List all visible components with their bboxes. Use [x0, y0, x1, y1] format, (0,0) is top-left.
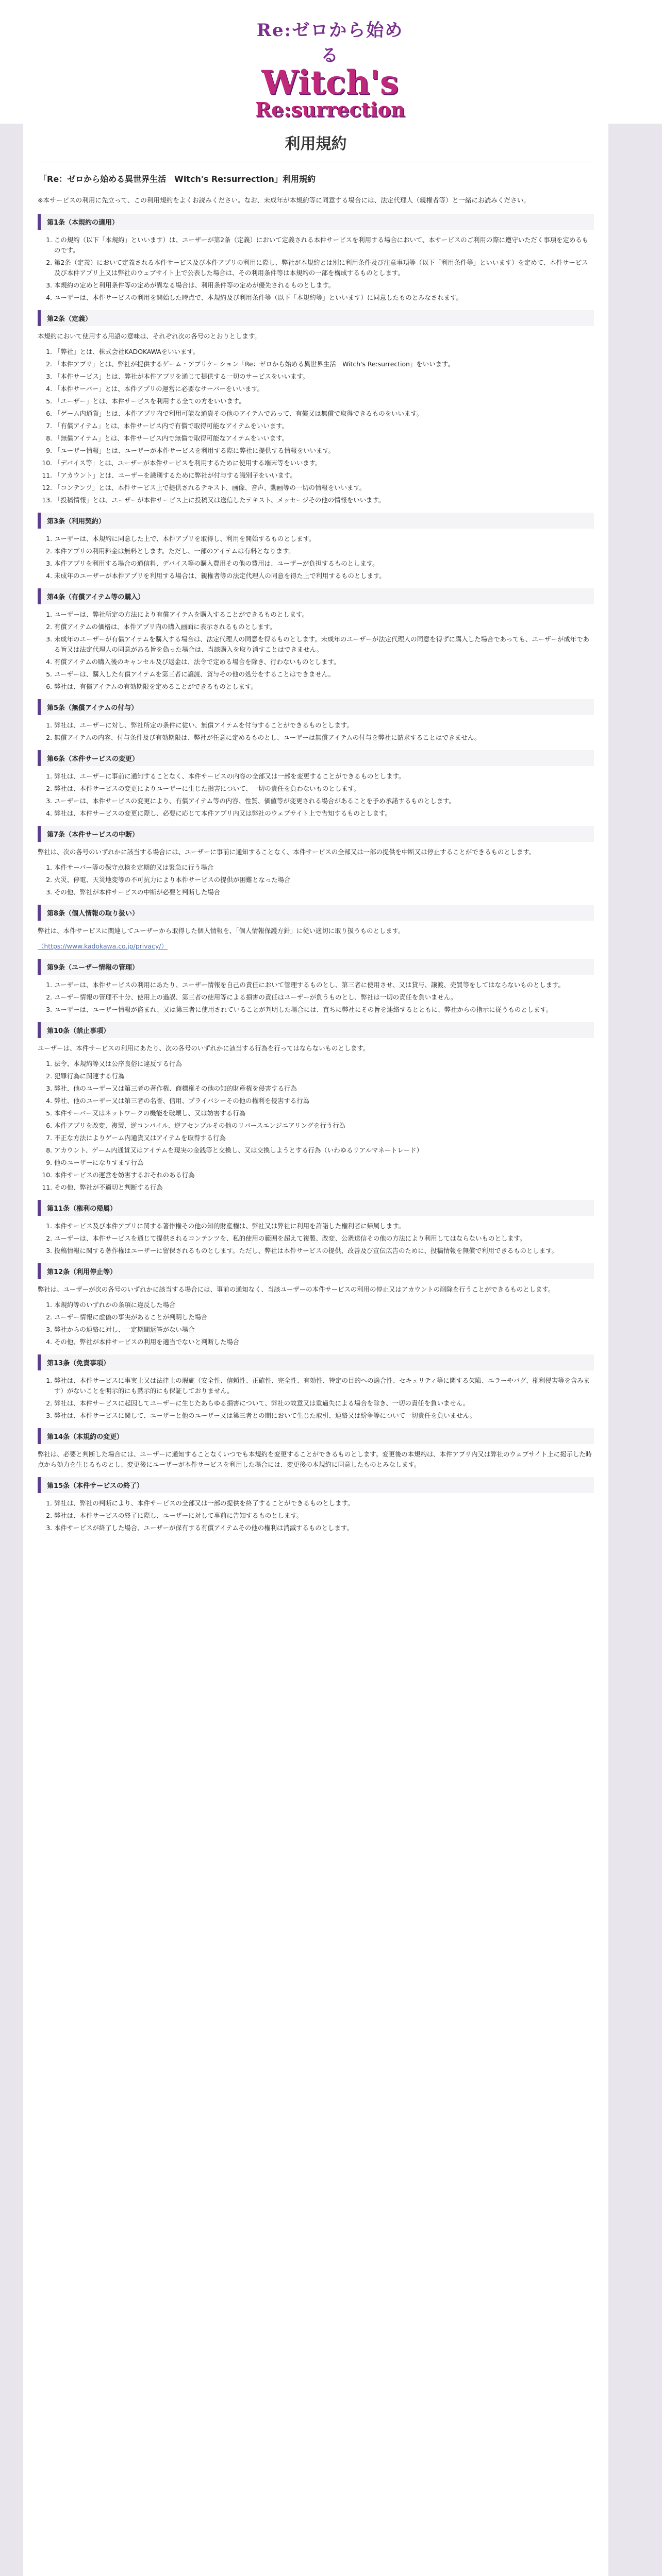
article-heading: 第6条（本件サービスの変更） — [38, 750, 594, 766]
logo-title-2: Re:surrection — [255, 98, 405, 121]
list-item: 3. 本件サービスが終了した場合、ユーザーが保有する有償アイテムその他の権利は消滅するものとします。 — [54, 1523, 594, 1533]
article-items — [38, 720, 594, 743]
article-items — [38, 1376, 594, 1421]
logo-title: Witch's — [261, 63, 399, 102]
list-item: 1. 本規約等のいずれかの条項に違反した場合 — [54, 1300, 594, 1310]
article-items — [38, 1221, 594, 1256]
list-item: 1. 弊社は、ユーザーに対し、弊社所定の条件に従い、無償アイテムを付与することができるものとします。 — [54, 720, 594, 731]
list-item: 2. 「本件アプリ」とは、弊社が提供するゲーム・アプリケーション「Re：ゼロから始める異世界生活 Witch's Re:surrection」をいいます。 — [54, 359, 594, 369]
article-heading: 第15条（本件サービスの終了） — [38, 1477, 594, 1493]
list-item: 8. 「無償アイテム」とは、本件サービス内で無償で取得可能なアイテムをいいます。 — [54, 433, 594, 444]
list-item: 3. 弊社は、本件サービスに関して、ユーザーと他のユーザー又は第三者との間において生じた取引、連絡又は紛争等について一切責任を負いません。 — [54, 1411, 594, 1421]
list-item: 1. 本件サービス及び本件アプリに関する著作権その他の知的財産権は、弊社又は弊社に利用を許諾した権利者に帰属します。 — [54, 1221, 594, 1231]
privacy-policy-link[interactable]: （https://www.kadokawa.co.jp/privacy/） — [38, 942, 168, 950]
article-paragraph: 本規約において使用する用語の意味は、それぞれ次の各号のとおりとします。 — [38, 332, 261, 340]
list-item: 1. この規約（以下「本規約」といいます）は、ユーザーが第2条（定義）において定義される本件サービスを利用する場合において、本サービスのご利用の際に遵守いただく事項を定めるものです。 — [54, 235, 594, 256]
article-heading: 第14条（本規約の変更） — [38, 1428, 594, 1444]
sections-container — [38, 214, 594, 1533]
intro-text: ※本サービスの利用に先立って、この利用規約をよくお読みください。なお、未成年が本規約等に同意する場合には、法定代理人（親権者等）と一緒にお読みください。 — [38, 196, 530, 204]
page-title: 利用規約 — [285, 135, 347, 153]
article-paragraph: 弊社は、次の各号のいずれかに該当する場合には、ユーザーに事前に通知することなく、本件サービスの全部又は一部の提供を中断又は停止することができるものとします。 — [38, 848, 536, 856]
article-paragraph: 弊社は、本件サービスに関連してユーザーから取得した個人情報を、「個人情報保護方針」に従い適切に取り扱うものとします。 — [38, 927, 405, 935]
article-heading: 第12条（利用停止等） — [38, 1263, 594, 1279]
article-items — [38, 980, 594, 1015]
list-item: 3. その他、弊社が本件サービスの中断が必要と判断した場合 — [54, 887, 594, 897]
list-item: 4. ユーザーは、本件サービスの利用を開始した時点で、本規約及び利用条件等（以下「本規約等」といいます）に同意したものとみなされます。 — [54, 293, 594, 303]
list-item: 9. 他のユーザーになりすます行為 — [54, 1158, 594, 1168]
list-item: 2. ユーザーは、本件サービスを通じて提供されるコンテンツを、私的使用の範囲を超えて複製、改変、公衆送信その他の方法により利用してはならないものとします。 — [54, 1233, 594, 1244]
article-heading: 第3条（利用契約） — [38, 513, 594, 529]
list-item: 3. 本規約の定めと利用条件等の定めが異なる場合は、利用条件等の定めが優先されるものとします。 — [54, 280, 594, 291]
article-items — [38, 771, 594, 819]
list-item: 2. 第2条（定義）において定義される本件サービス及び本件アプリの利用に際し、弊社が本規約とは別に利用条件及び注意事項等（以下「利用条件等」といいます）を定めて、本件サービス及び本件アプリ上又は弊社のウェブサイト上で公表した場合は、その利用条件等は本規約の一部を構成するものとします。 — [54, 258, 594, 278]
list-item: 2. 火災、停電、天災地変等の不可抗力により本件サービスの提供が困難となった場合 — [54, 875, 594, 885]
list-item: 1. 弊社は、弊社の判断により、本件サービスの全部又は一部の提供を終了することができるものとします。 — [54, 1498, 594, 1509]
list-item: 10. 「デバイス等」とは、ユーザーが本件サービスを利用するために使用する端末等をいいます。 — [54, 458, 594, 468]
article-section — [38, 1263, 594, 1347]
article-items — [38, 1300, 594, 1347]
list-item: 13. 「投稿情報」とは、ユーザーが本件サービス上に投稿又は送信したテキスト、メッセージその他の情報をいいます。 — [54, 495, 594, 505]
article-heading: 第10条（禁止事項） — [38, 1022, 594, 1038]
article-items — [38, 862, 594, 897]
list-item: 2. 無償アイテムの内容、付与条件及び有効期限は、弊社が任意に定めるものとし、ユーザーは無償アイテムの付与を弊社に請求することはできません。 — [54, 733, 594, 743]
list-item: 2. ユーザー情報の管理不十分、使用上の過誤、第三者の使用等による損害の責任はユーザーが負うものとし、弊社は一切の責任を負いません。 — [54, 992, 594, 1003]
list-item: 1. 弊社は、ユーザーに事前に通知することなく、本件サービスの内容の全部又は一部を変更することができるものとします。 — [54, 771, 594, 782]
article-heading: 第1条（本規約の適用） — [38, 214, 594, 230]
article-section — [38, 1477, 594, 1533]
list-item: 5. 本件サーバー又はネットワークの機能を破壊し、又は妨害する行為 — [54, 1108, 594, 1118]
article-heading: 第11条（権利の帰属） — [38, 1200, 594, 1216]
article-items — [38, 1059, 594, 1193]
game-logo[interactable] — [253, 13, 407, 121]
list-item: 5. 「ユーザー」とは、本件サービスを利用する全ての方をいいます。 — [54, 396, 594, 406]
article-section — [38, 588, 594, 692]
article-section — [38, 310, 594, 505]
list-item: 4. 「本件サーバー」とは、本件アプリの運営に必要なサーバーをいいます。 — [54, 384, 594, 394]
list-item: 3. 弊社からの連絡に対し、一定期間返答がない場合 — [54, 1325, 594, 1335]
list-item: 4. 弊社、他のユーザー又は第三者の名誉、信用、プライバシーその他の権利を侵害する行為 — [54, 1096, 594, 1106]
list-item: 4. 有償アイテムの購入後のキャンセル及び返金は、法令で定める場合を除き、行わないものとします。 — [54, 657, 594, 667]
article-paragraph: ユーザーは、本件サービスの利用にあたり、次の各号のいずれかに該当する行為を行ってはならないものとします。 — [38, 1044, 370, 1052]
list-item: 1. 法令、本規約等又は公序良俗に違反する行為 — [54, 1059, 594, 1069]
article-items — [38, 534, 594, 581]
list-item: 12. 「コンテンツ」とは、本件サービス上で提供されるテキスト、画像、音声、動画等の一切の情報をいいます。 — [54, 483, 594, 493]
article-items — [38, 235, 594, 303]
list-item: 4. 未成年のユーザーが本件アプリを利用する場合は、親権者等の法定代理人の同意を得た上で利用するものとします。 — [54, 571, 594, 581]
article-heading: 第5条（無償アイテムの付与） — [38, 699, 594, 715]
article-section — [38, 826, 594, 897]
article-section — [38, 699, 594, 743]
article-section — [38, 1428, 594, 1470]
list-item: 6. 本件アプリを改変、複製、逆コンパイル、逆アセンブルその他のリバースエンジニアリングを行う行為 — [54, 1121, 594, 1131]
article-heading: 第9条（ユーザー情報の管理） — [38, 959, 594, 975]
list-item: 1. ユーザーは、弊社所定の方法により有償アイテムを購入することができるものとします。 — [54, 609, 594, 620]
article-section — [38, 214, 594, 303]
list-item: 3. ユーザーは、ユーザー情報が盗まれ、又は第三者に使用されていることが判明した場合には、直ちに弊社にその旨を連絡するとともに、弊社からの指示に従うものとします。 — [54, 1005, 594, 1015]
list-item: 4. 弊社は、本件サービスの変更に際し、必要に応じて本件アプリ内又は弊社のウェブサイト上で告知するものとします。 — [54, 808, 594, 819]
logo-subtitle: Re:ゼロから始める — [256, 20, 404, 66]
list-item: 3. 弊社、他のユーザー又は第三者の著作権、商標権その他の知的財産権を侵害する行為 — [54, 1083, 594, 1094]
list-item: 2. 犯罪行為に関連する行為 — [54, 1071, 594, 1081]
list-item: 11. その他、弊社が不適切と判断する行為 — [54, 1182, 594, 1193]
list-item: 2. 弊社は、本件サービスの変更によりユーザーに生じた損害について、一切の責任を負わないものとします。 — [54, 784, 594, 794]
list-item: 3. 「本件サービス」とは、弊社が本件アプリを通じて提供する一切のサービスをいいます。 — [54, 371, 594, 382]
list-item: 10. 本件サービスの運営を妨害するおそれのある行為 — [54, 1170, 594, 1180]
list-item: 7. 不正な方法によりゲーム内通貨又はアイテムを取得する行為 — [54, 1133, 594, 1143]
article-section — [38, 513, 594, 581]
list-item: 2. ユーザー情報に虚偽の事実があることが判明した場合 — [54, 1312, 594, 1323]
article-section — [38, 959, 594, 1015]
article-items — [38, 609, 594, 692]
list-item: 3. 本件アプリを利用する場合の通信料、デバイス等の購入費用その他の費用は、ユーザーが負担するものとします。 — [54, 558, 594, 569]
site-header — [0, 0, 662, 124]
article-section — [38, 750, 594, 819]
list-item: 8. アカウント、ゲーム内通貨又はアイテムを現実の金銭等と交換し、又は交換しようとする行為（いわゆるリアルマネートレード） — [54, 1145, 594, 1156]
article-section — [38, 1200, 594, 1256]
list-item: 1. ユーザーは、本件サービスの利用にあたり、ユーザー情報を自己の責任において管理するものとし、第三者に使用させ、又は貸与、譲渡、売買等をしてはならないものとします。 — [54, 980, 594, 990]
list-item: 6. 弊社は、有償アイテムの有効期限を定めることができるものとします。 — [54, 682, 594, 692]
article-items — [38, 347, 594, 505]
article-heading: 第2条（定義） — [38, 310, 594, 326]
list-item: 2. 有償アイテムの価格は、本件アプリ内の購入画面に表示されるものとします。 — [54, 622, 594, 632]
list-item: 9. 「ユーザー情報」とは、ユーザーが本件サービスを利用する際に弊社に提供する情報をいいます。 — [54, 446, 594, 456]
article-paragraph: 弊社は、ユーザーが次の各号のいずれかに該当する場合には、事前の通知なく、当該ユーザーの本件サービスの利用の停止又はアカウントの削除を行うことができるものとします。 — [38, 1285, 555, 1293]
article-paragraph: 弊社は、必要と判断した場合には、ユーザーに通知することなくいつでも本規約を変更することができるものとします。変更後の本規約は、本件アプリ内又は弊社のウェブサイト上に掲示した時点から効力を生じるものとし、変更後にユーザーが本件サービスを利用した場合には、変更後の本規約に同意したものとみなします。 — [38, 1450, 592, 1468]
list-item: 3. ユーザーは、本件サービスの変更により、有償アイテム等の内容、性質、価値等が変更される場合があることを予め承諾するものとします。 — [54, 796, 594, 806]
list-item: 7. 「有償アイテム」とは、本件サービス内で有償で取得可能なアイテムをいいます。 — [54, 421, 594, 431]
link-paragraph — [38, 941, 594, 952]
list-item: 6. 「ゲーム内通貨」とは、本件アプリ内で利用可能な通貨その他のアイテムであって、有償又は無償で取得できるものをいいます。 — [54, 409, 594, 419]
terms-card — [23, 124, 608, 2576]
document-title: 「Re：ゼロから始める異世界生活 Witch's Re:surrection」利用規約 — [39, 174, 316, 184]
list-item: 4. その他、弊社が本件サービスの利用を適当でないと判断した場合 — [54, 1337, 594, 1347]
article-section — [38, 1354, 594, 1421]
article-section — [38, 1022, 594, 1193]
list-item: 3. 未成年のユーザーが有償アイテムを購入する場合は、法定代理人の同意を得るものとします。未成年のユーザーが法定代理人の同意を得ずに購入した場合であっても、ユーザーが成年である旨又は法定代理人の同意がある旨を偽った場合は、当該購入を取り消すことはできません。 — [54, 634, 594, 655]
list-item: 1. ユーザーは、本規約に同意した上で、本件アプリを取得し、利用を開始するものとします。 — [54, 534, 594, 544]
list-item: 2. 弊社は、本件サービスの終了に際し、ユーザーに対して事前に告知するものとします。 — [54, 1511, 594, 1521]
article-heading: 第13条（免責事項） — [38, 1354, 594, 1370]
list-item: 2. 弊社は、本件サービスに起因してユーザーに生じたあらゆる損害について、弊社の故意又は重過失による場合を除き、一切の責任を負いません。 — [54, 1398, 594, 1409]
list-item: 11. 「アカウント」とは、ユーザーを識別するために弊社が付与する識別子をいいます。 — [54, 470, 594, 481]
article-items — [38, 1498, 594, 1533]
list-item: 1. 本件サーバー等の保守点検を定期的又は緊急に行う場合 — [54, 862, 594, 873]
article-heading: 第7条（本件サービスの中断） — [38, 826, 594, 842]
article-section — [38, 905, 594, 952]
list-item: 3. 投稿情報に関する著作権はユーザーに留保されるものとします。ただし、弊社は本件サービスの提供、改善及び宣伝広告のために、投稿情報を無償で利用できるものとします。 — [54, 1246, 594, 1256]
list-item: 1. 「弊社」とは、株式会社KADOKAWAをいいます。 — [54, 347, 594, 357]
list-item: 1. 弊社は、本件サービスに事実上又は法律上の瑕疵（安全性、信頼性、正確性、完全性、有効性、特定の目的への適合性、セキュリティ等に関する欠陥、エラーやバグ、権利侵害等を含みます）がないことを明示的にも黙示的にも保証しておりません。 — [54, 1376, 594, 1396]
article-heading: 第4条（有償アイテム等の購入） — [38, 588, 594, 604]
list-item: 2. 本件アプリの利用料金は無料とします。ただし、一部のアイテムは有料となります。 — [54, 546, 594, 556]
list-item: 5. ユーザーは、購入した有償アイテムを第三者に譲渡、貸与その他の処分をすることはできません。 — [54, 669, 594, 680]
article-heading: 第8条（個人情報の取り扱い） — [38, 905, 594, 921]
